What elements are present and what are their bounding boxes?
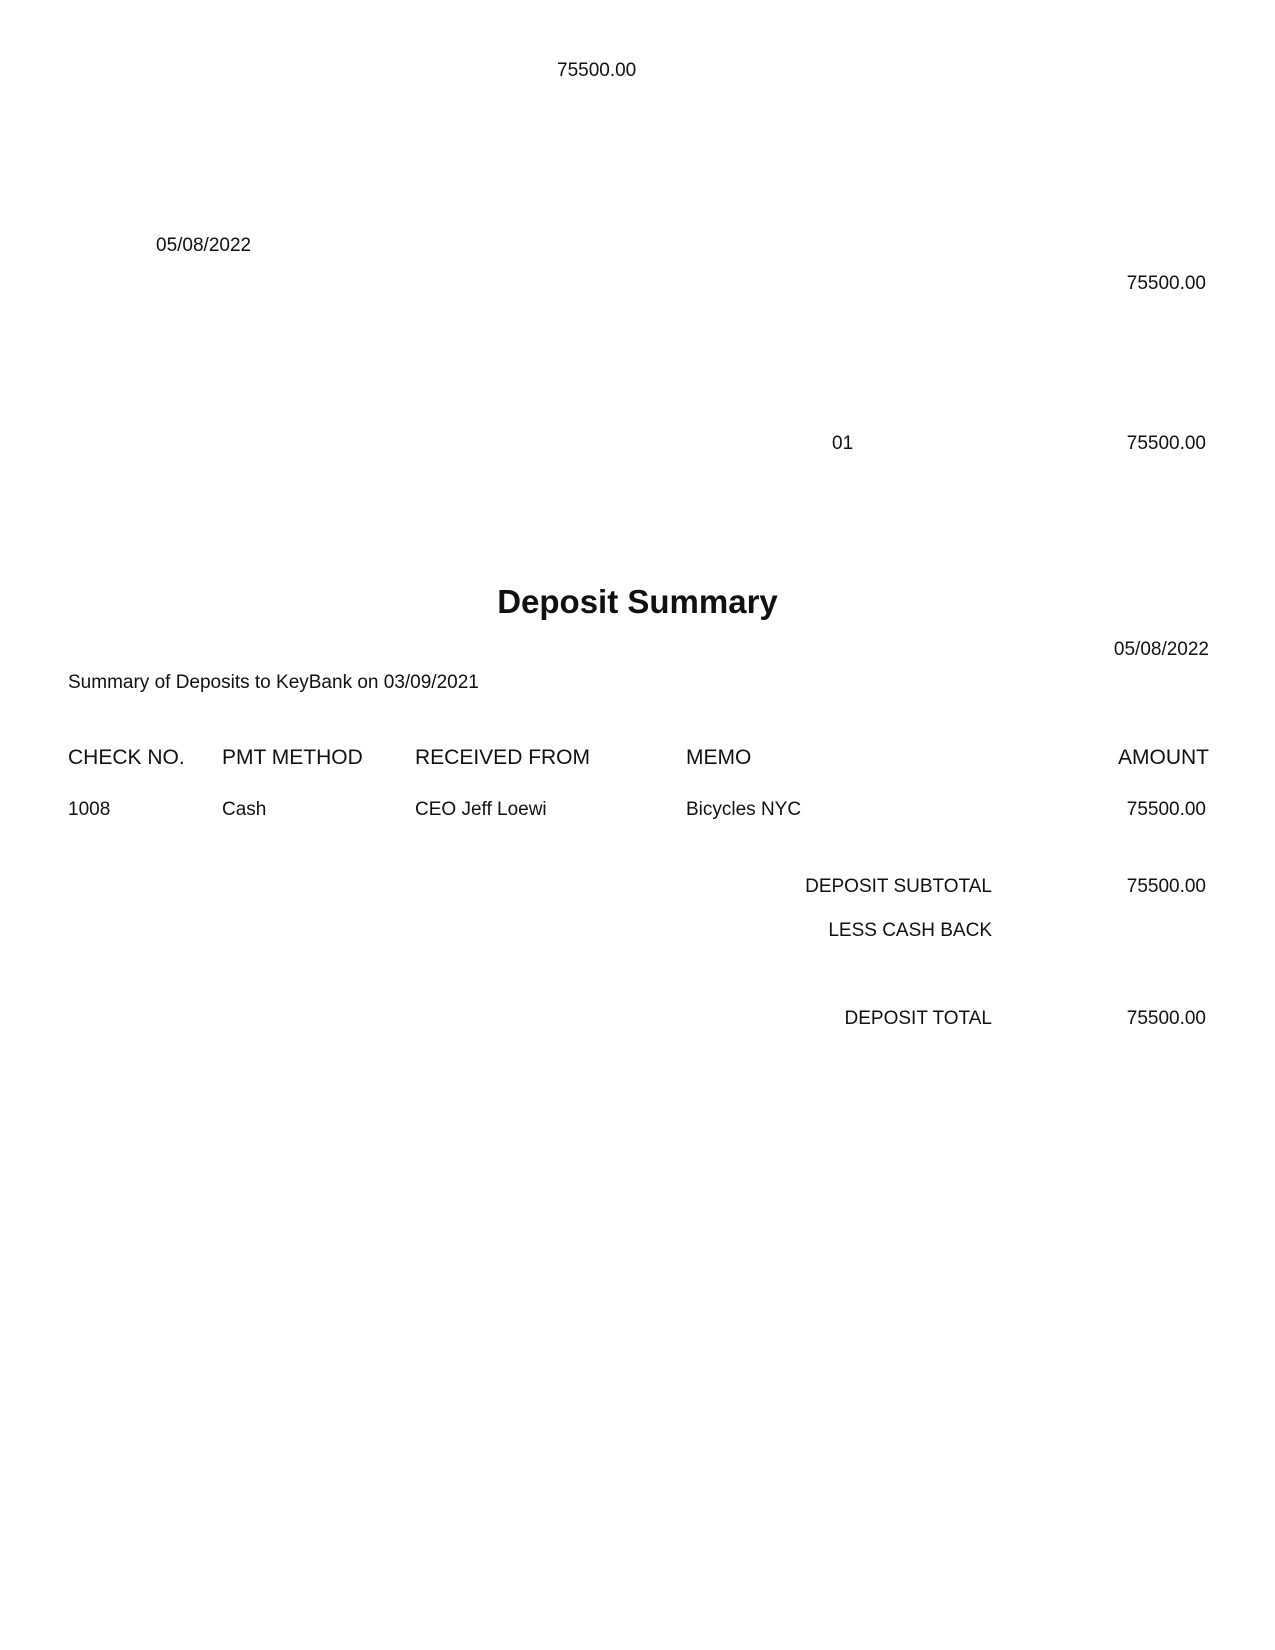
cell-amount: 75500.00 [1126, 799, 1206, 820]
column-header-received-from: RECEIVED FROM [415, 746, 591, 769]
column-header-amount: AMOUNT [1118, 746, 1209, 769]
cell-memo: Bicycles NYC [686, 799, 802, 820]
cell-pmt-method: Cash [222, 799, 267, 820]
slip-top-amount: 75500.00 [557, 60, 637, 81]
print-date: 05/08/2022 [1113, 639, 1209, 660]
slip-item-count: 01 [832, 433, 854, 454]
total-label: DEPOSIT TOTAL [844, 1008, 992, 1029]
slip-cash-amount: 75500.00 [1126, 273, 1206, 294]
slip-date: 05/08/2022 [156, 235, 252, 256]
column-header-memo: MEMO [686, 746, 752, 769]
column-header-check-no: CHECK NO. [68, 746, 185, 769]
slip-total-amount: 75500.00 [1126, 433, 1206, 454]
subtotal-label: DEPOSIT SUBTOTAL [805, 876, 992, 897]
cash-back-label: LESS CASH BACK [828, 920, 992, 941]
subtotal-value: 75500.00 [1126, 876, 1206, 897]
column-header-pmt-method: PMT METHOD [222, 746, 363, 769]
page-title: Deposit Summary [497, 583, 778, 620]
total-value: 75500.00 [1126, 1008, 1206, 1029]
cell-received-from: CEO Jeff Loewi [415, 799, 547, 820]
cell-check-no: 1008 [68, 799, 111, 820]
summary-subtitle: Summary of Deposits to KeyBank on 03/09/2021 [68, 672, 479, 693]
